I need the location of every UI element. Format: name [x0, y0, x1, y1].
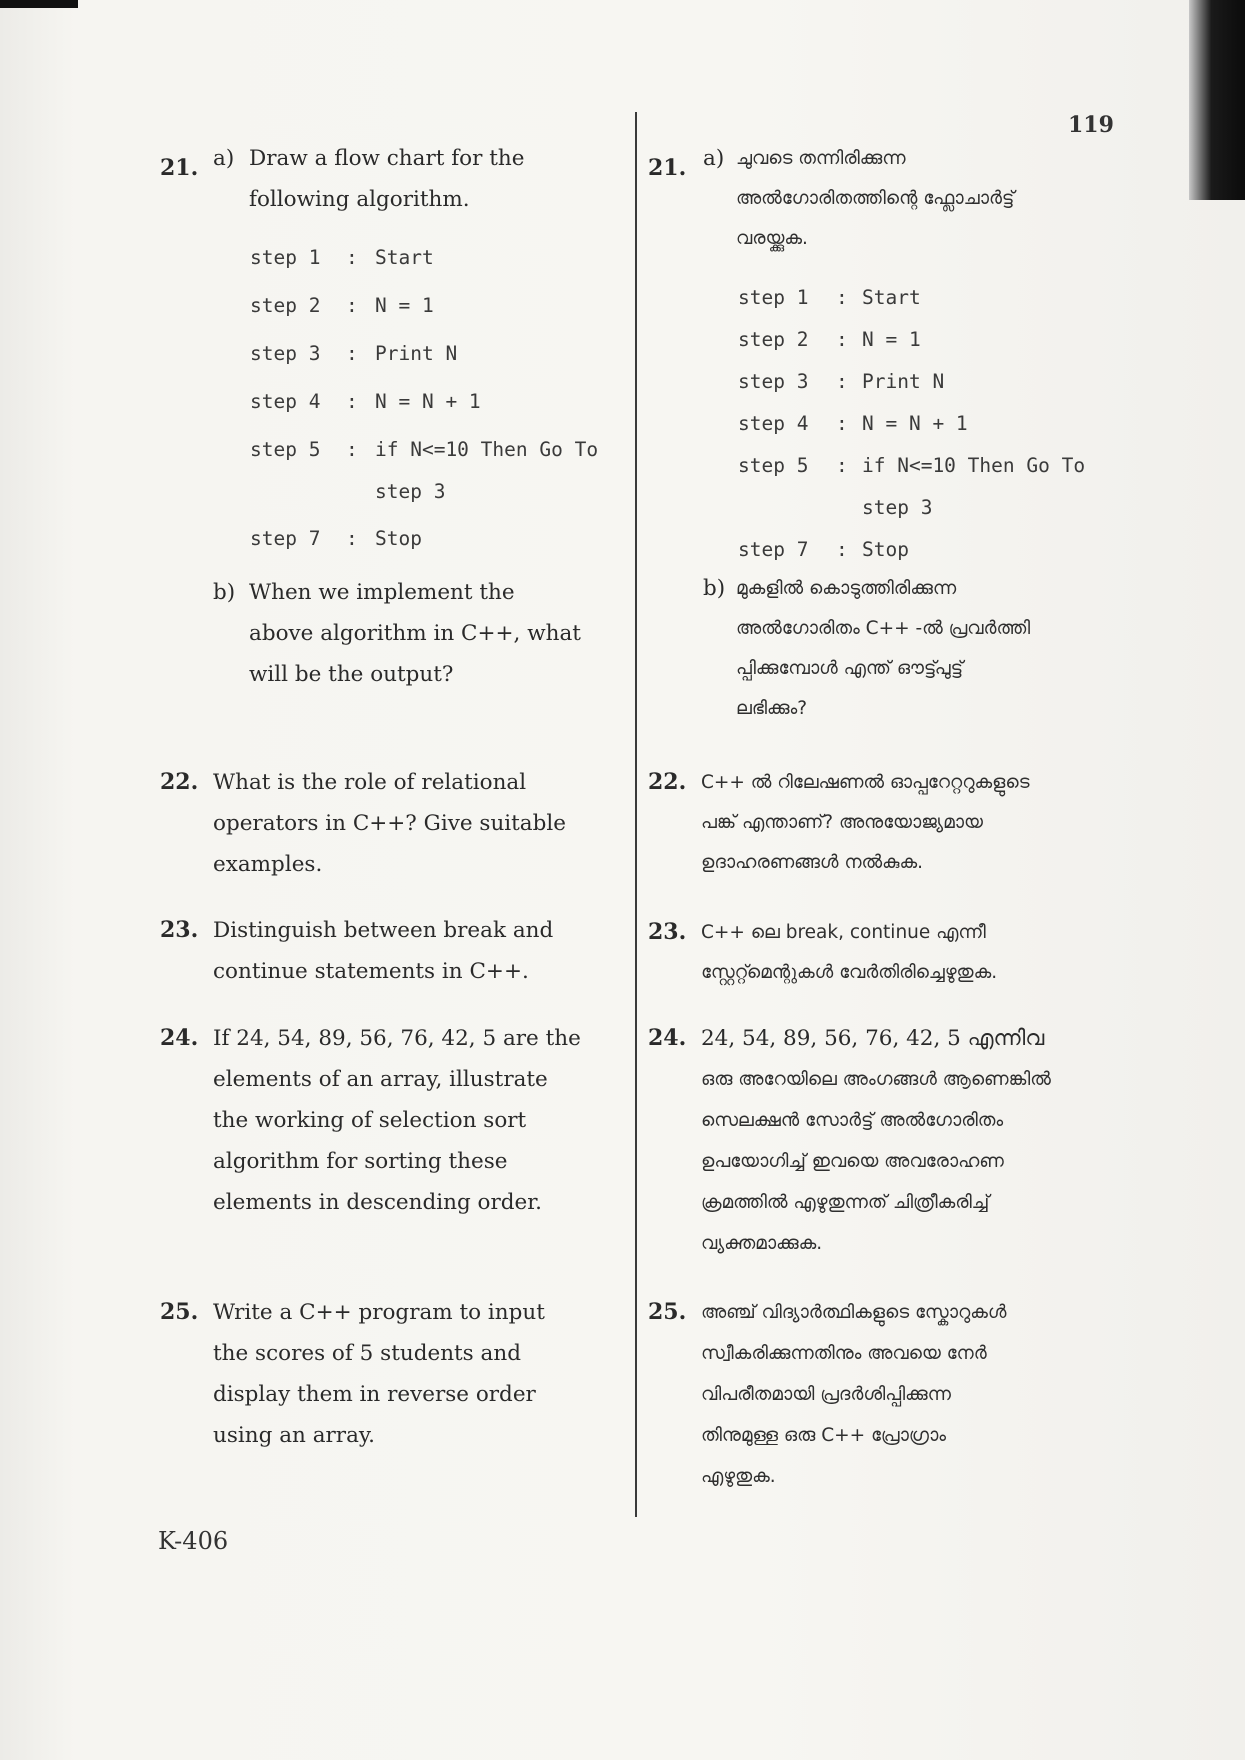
- step-separator: :: [836, 412, 848, 435]
- ml-q25-number: 25.: [648, 1299, 687, 1325]
- en-question-25: [160, 1292, 620, 1467]
- step-separator: :: [346, 438, 358, 461]
- step-separator: :: [346, 342, 358, 365]
- en-q24-line: elements of an array, illustrate: [213, 1067, 548, 1092]
- ml-q22-line: പങ്ക് എന്താണ്? അനുയോജ്യമായ: [701, 812, 983, 833]
- step-label: step 7: [250, 527, 321, 550]
- ml-q25-line: എഴുതുക.: [701, 1466, 776, 1487]
- en-q21-b-marker: b): [213, 580, 236, 605]
- step-text: N = N + 1: [862, 412, 968, 435]
- step-separator: :: [836, 286, 848, 309]
- step-text: N = 1: [375, 294, 434, 317]
- step-text: Print N: [375, 342, 458, 365]
- ml-q24-line: വ്യക്തമാക്കുക.: [701, 1233, 823, 1254]
- ml-q24-line: 24, 54, 89, 56, 76, 42, 5 എന്നിവ: [701, 1026, 1045, 1051]
- page-number: 119: [1068, 112, 1114, 138]
- step-label: step 4: [250, 390, 321, 413]
- step-text: Stop: [862, 538, 909, 561]
- step-separator: :: [346, 294, 358, 317]
- en-q21-a-marker: a): [213, 146, 235, 171]
- ml-q24-line: സെലക്ഷൻ സോർട്ട് അൽഗോരിതം: [701, 1110, 1004, 1131]
- ml-q24-line: ഉപയോഗിച്ച് ഇവയെ അവരോഹണ: [701, 1151, 1004, 1172]
- step-separator: :: [836, 370, 848, 393]
- ml-q24-line: ക്രമത്തിൽ എഴുതുന്നത് ചിത്രീകരിച്ച്: [701, 1192, 990, 1213]
- en-question-24: [160, 1018, 620, 1233]
- ml-q22-line: ഉദാഹരണങ്ങൾ നൽകുക.: [701, 852, 924, 873]
- ml-q21-b-line: അൽഗോരിതം C++ -ൽ പ്രവർത്തി: [736, 618, 1031, 639]
- en-q23-line: continue statements in C++.: [213, 959, 529, 984]
- en-q23-number: 23.: [160, 917, 199, 943]
- step-label: step 2: [250, 294, 321, 317]
- ml-q25-line: വിപരീതമായി പ്രദർശിപ്പിക്കുന്ന: [701, 1384, 951, 1405]
- step-label: step 3: [738, 370, 809, 393]
- en-q22-line: What is the role of relational: [213, 770, 527, 795]
- step-text: N = N + 1: [375, 390, 481, 413]
- step-label: step 5: [738, 454, 809, 477]
- step-separator: :: [346, 246, 358, 269]
- step-text: Start: [375, 246, 434, 269]
- ml-q21-a-line: വരയ്ക്കുക.: [736, 228, 808, 249]
- en-q21-a-line: Draw a flow chart for the: [249, 146, 525, 171]
- ml-question-24: [648, 1018, 1068, 1268]
- en-q21-b-line: will be the output?: [249, 662, 454, 687]
- scan-edge-top-left: [0, 0, 78, 8]
- step-label: step 2: [738, 328, 809, 351]
- ml-q25-line: സ്വീകരിക്കുന്നതിനും അവയെ നേർ: [701, 1343, 987, 1364]
- step-separator: :: [836, 538, 848, 561]
- en-q24-number: 24.: [160, 1025, 199, 1051]
- en-q23-line: Distinguish between break and: [213, 918, 554, 943]
- ml-q21-b-marker: b): [703, 576, 726, 601]
- step-separator: :: [836, 454, 848, 477]
- ml-question-23: [648, 912, 1068, 997]
- en-question-23: [160, 910, 620, 1000]
- en-q22-number: 22.: [160, 769, 199, 795]
- en-question-22: [160, 762, 620, 892]
- en-q21-b-line: When we implement the: [249, 580, 515, 605]
- en-q25-line: using an array.: [213, 1423, 376, 1448]
- step-text: if N<=10 Then Go To: [862, 454, 1086, 477]
- step-separator: :: [346, 390, 358, 413]
- ml-q24-line: ഒരു അറേയിലെ അംഗങ്ങൾ ആണെങ്കിൽ: [701, 1069, 1051, 1090]
- en-q25-line: the scores of 5 students and: [213, 1341, 521, 1366]
- ml-q25-line: അഞ്ച് വിദ്യാർത്ഥികളുടെ സ്കോറുകൾ: [701, 1302, 1007, 1323]
- ml-q23-line: C++ ലെ break, continue എന്നീ: [701, 922, 986, 943]
- step-label: step 4: [738, 412, 809, 435]
- en-q25-line: display them in reverse order: [213, 1382, 536, 1407]
- en-q24-line: algorithm for sorting these: [213, 1149, 508, 1174]
- step-text: if N<=10 Then Go To: [375, 438, 599, 461]
- ml-q21-a-line: അൽഗോരിതത്തിന്റെ ഫ്ലോചാർട്ട്: [736, 188, 1015, 209]
- en-q22-line: examples.: [213, 852, 323, 877]
- step-label: step 5: [250, 438, 321, 461]
- en-q24-line: If 24, 54, 89, 56, 76, 42, 5 are the: [213, 1026, 581, 1051]
- en-q21-b-line: above algorithm in C++, what: [249, 621, 581, 646]
- ml-q23-line: സ്റ്റേറ്റ്മെന്റുകൾ വേർതിരിച്ചെഴുതുക.: [701, 962, 998, 983]
- ml-q25-line: തിനുമുള്ള ഒരു C++ പ്രോഗ്രാം: [701, 1425, 947, 1446]
- step-separator: :: [346, 527, 358, 550]
- en-q21-number: 21.: [160, 155, 199, 181]
- ml-q22-number: 22.: [648, 769, 687, 795]
- ml-question-25: [648, 1292, 1068, 1502]
- ml-q21-a-marker: a): [703, 146, 725, 171]
- ml-q21-b-line: പ്പിക്കുമ്പോൾ എന്ത് ഔട്ട്പുട്ട്: [736, 658, 964, 679]
- ml-q21-b-line: മുകളിൽ കൊടുത്തിരിക്കുന്ന: [736, 578, 957, 599]
- en-q24-line: the working of selection sort: [213, 1108, 527, 1133]
- scan-edge-top-right: [1189, 0, 1245, 200]
- column-divider: [635, 112, 637, 1517]
- en-q22-line: operators in C++? Give suitable: [213, 811, 566, 836]
- step-text: Stop: [375, 527, 422, 550]
- step-label: step 1: [738, 286, 809, 309]
- en-q25-line: Write a C++ program to input: [213, 1300, 545, 1325]
- step-text: Start: [862, 286, 921, 309]
- step-label: step 1: [250, 246, 321, 269]
- ml-q23-number: 23.: [648, 919, 687, 945]
- paper-code: K-406: [158, 1527, 229, 1555]
- step-label: step 7: [738, 538, 809, 561]
- en-q24-line: elements in descending order.: [213, 1190, 543, 1215]
- en-q21-a-line: following algorithm.: [249, 187, 470, 212]
- ml-question-22: [648, 762, 1068, 887]
- ml-q21-number: 21.: [648, 155, 687, 181]
- ml-q24-number: 24.: [648, 1025, 687, 1051]
- step-text: step 3: [375, 480, 446, 503]
- ml-q22-line: C++ ൽ റിലേഷണൽ ഓപ്പറേറ്ററുകളുടെ: [701, 772, 1030, 793]
- step-label: step 3: [250, 342, 321, 365]
- step-separator: :: [836, 328, 848, 351]
- step-text: step 3: [862, 496, 933, 519]
- step-text: N = 1: [862, 328, 921, 351]
- ml-q21-b-line: ലഭിക്കും?: [736, 698, 808, 719]
- step-text: Print N: [862, 370, 945, 393]
- ml-q21-a-line: ചുവടെ തന്നിരിക്കുന്ന: [736, 148, 906, 169]
- en-q25-number: 25.: [160, 1299, 199, 1325]
